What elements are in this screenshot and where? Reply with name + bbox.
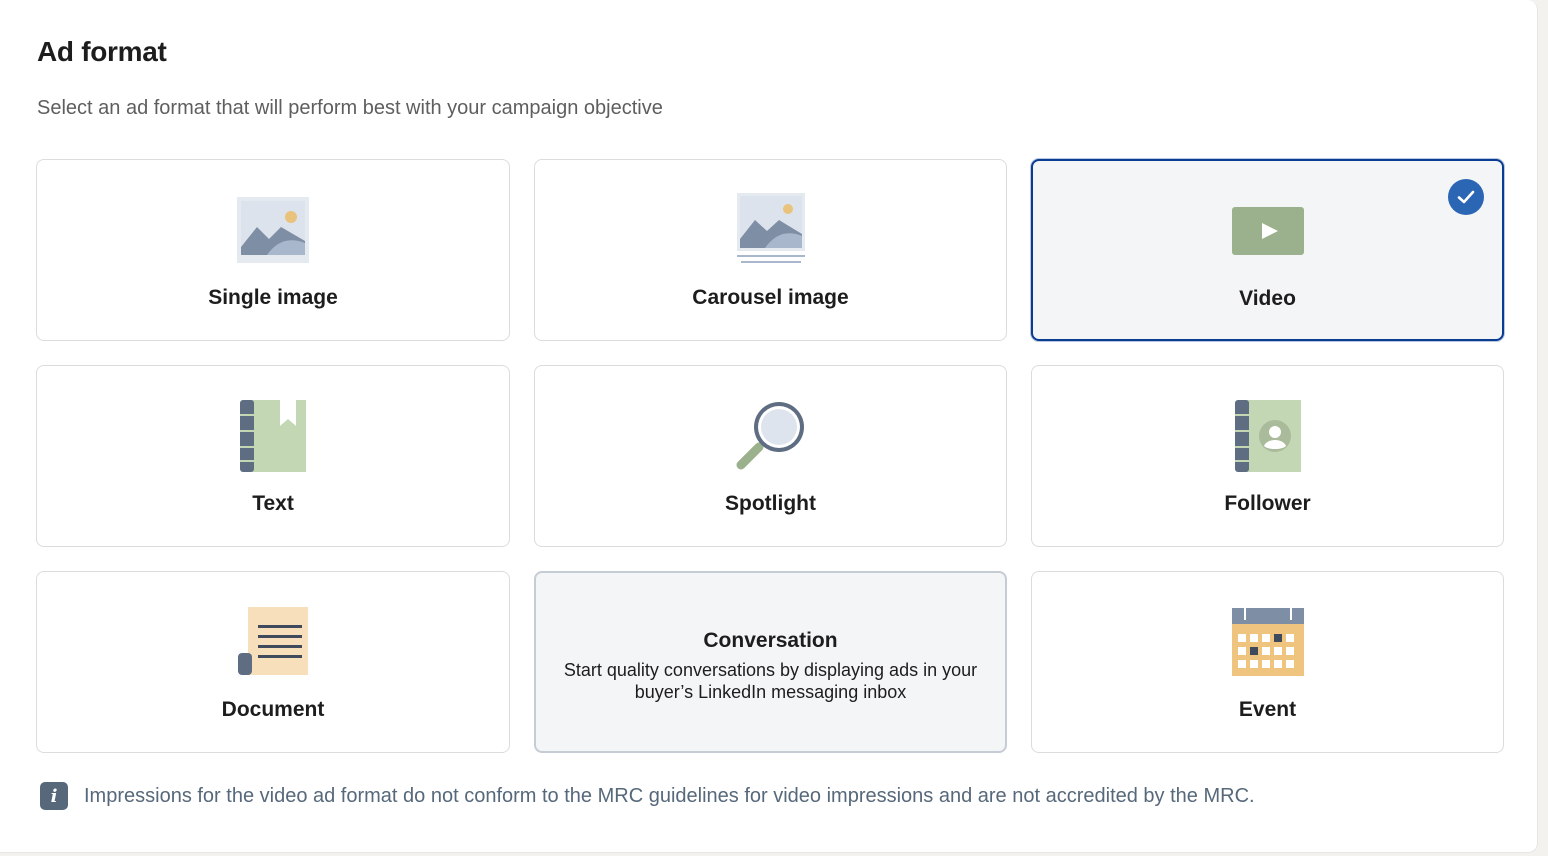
carousel-image-icon <box>731 190 811 270</box>
info-icon: i <box>40 782 68 810</box>
format-card-follower[interactable] <box>1031 365 1504 547</box>
format-card-spotlight[interactable] <box>534 365 1007 547</box>
document-icon <box>233 602 313 682</box>
selected-check-icon <box>1448 179 1484 215</box>
format-label: Spotlight <box>725 492 816 515</box>
notice-text: Impressions for the video ad format do not conform to the MRC guidelines for video impressions and are not accredited by the MRC. <box>84 784 1255 807</box>
format-label: Conversation <box>703 629 838 652</box>
format-card-video[interactable] <box>1031 159 1504 341</box>
mrc-notice <box>40 782 1255 810</box>
format-card-conversation[interactable] <box>534 571 1007 753</box>
format-card-carousel-image[interactable] <box>534 159 1007 341</box>
video-icon <box>1228 191 1308 271</box>
section-title: Ad format <box>37 36 167 67</box>
format-card-event[interactable] <box>1031 571 1504 753</box>
format-card-document[interactable] <box>36 571 510 753</box>
format-description: Start quality conversations by displaying ads in your buyer’s LinkedIn messaging inbox <box>563 660 978 702</box>
format-label: Video <box>1239 287 1296 310</box>
format-label: Follower <box>1224 492 1311 515</box>
format-card-single-image[interactable] <box>36 159 510 341</box>
format-label: Event <box>1238 698 1297 721</box>
single-image-icon <box>233 190 313 270</box>
section-subtitle: Select an ad format that will perform best with your campaign objective <box>37 97 663 119</box>
format-label: Carousel image <box>692 286 849 309</box>
ad-format-grid <box>36 159 1504 753</box>
format-label: Document <box>221 698 325 721</box>
text-ad-icon <box>233 396 313 476</box>
format-card-text[interactable] <box>36 365 510 547</box>
follower-icon <box>1228 396 1308 476</box>
format-label: Text <box>252 492 294 515</box>
spotlight-icon <box>731 396 811 476</box>
event-calendar-icon <box>1228 602 1308 682</box>
format-label: Single image <box>208 286 338 309</box>
